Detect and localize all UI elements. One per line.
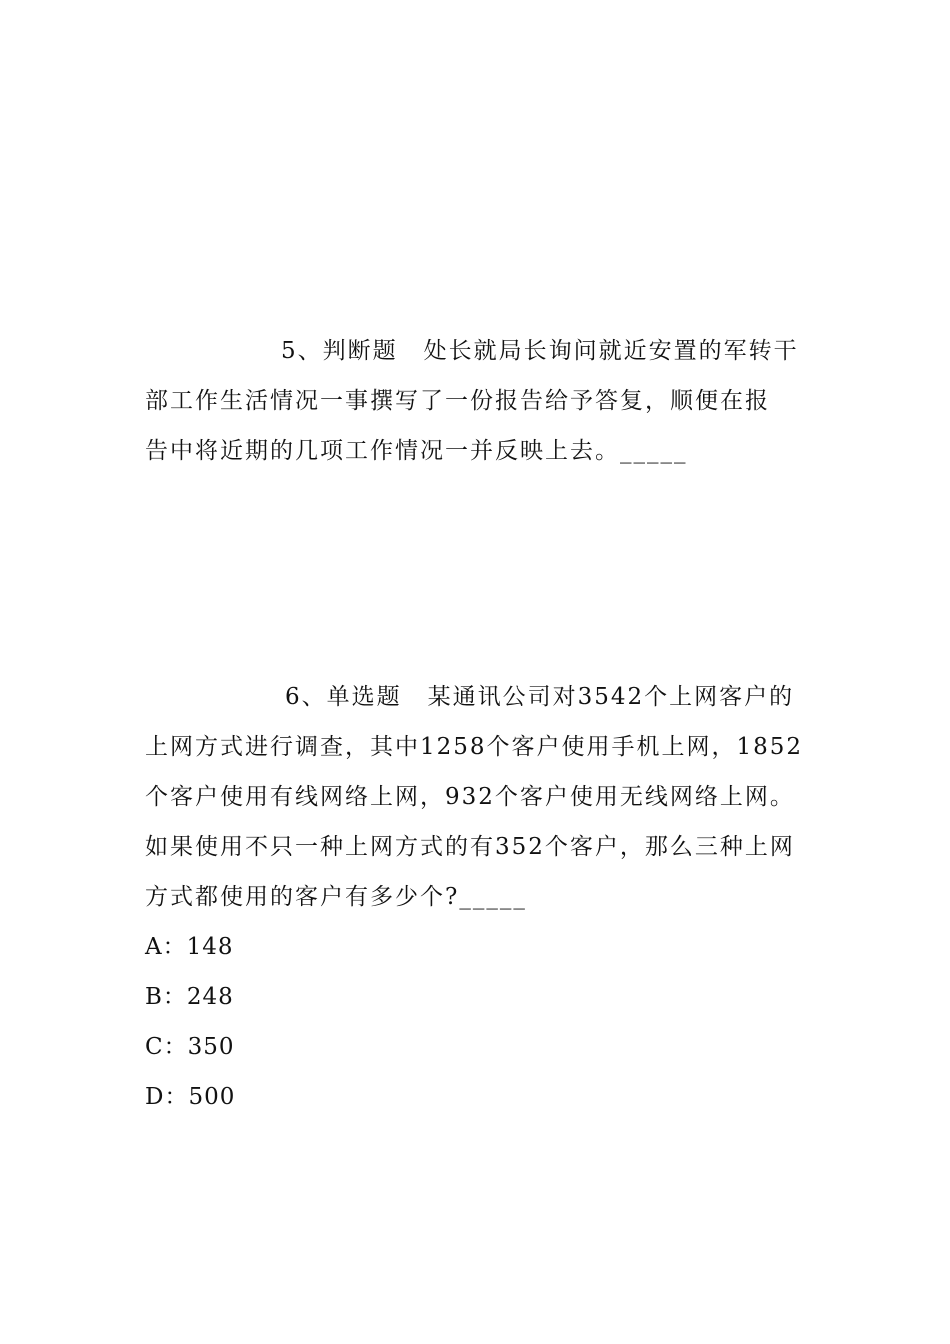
question-6-first-line: [145, 672, 807, 722]
option-c: C：350: [145, 1034, 235, 1060]
question-6-text-line-2: 上网方式进行调查，其中1258个客户使用手机上网，1852: [145, 734, 804, 760]
question-5-text-line-1: 处长就局长询问就近安置的军转干: [423, 338, 799, 364]
question-6-text-line-5: 方式都使用的客户有多少个?_____: [145, 884, 527, 910]
question-5-first-line: [145, 326, 807, 376]
option-a: A：148: [145, 934, 234, 960]
question-5-number: 5、: [281, 338, 323, 364]
question-5-type: 判断题: [322, 338, 398, 364]
option-b: B：248: [145, 984, 234, 1010]
option-d: D：500: [145, 1084, 236, 1110]
question-5: [145, 326, 807, 476]
question-5-text-line-2: 部工作生活情况一事撰写了一份报告给予答复，顺便在报: [145, 388, 770, 414]
question-6: [145, 672, 807, 922]
question-6-text-line-1: 某通讯公司对3542个上网客户的: [427, 684, 795, 710]
question-6-text-line-4: 如果使用不只一种上网方式的有352个客户，那么三种上网: [145, 834, 795, 860]
question-5-text-line-3: 告中将近期的几项工作情况一并反映上去。_____: [145, 438, 688, 464]
question-6-number: 6、: [285, 684, 327, 710]
question-6-type: 单选题: [326, 684, 402, 710]
question-6-options: [145, 922, 235, 1122]
question-6-text-line-3: 个客户使用有线网络上网，932个客户使用无线网络上网。: [145, 784, 795, 810]
